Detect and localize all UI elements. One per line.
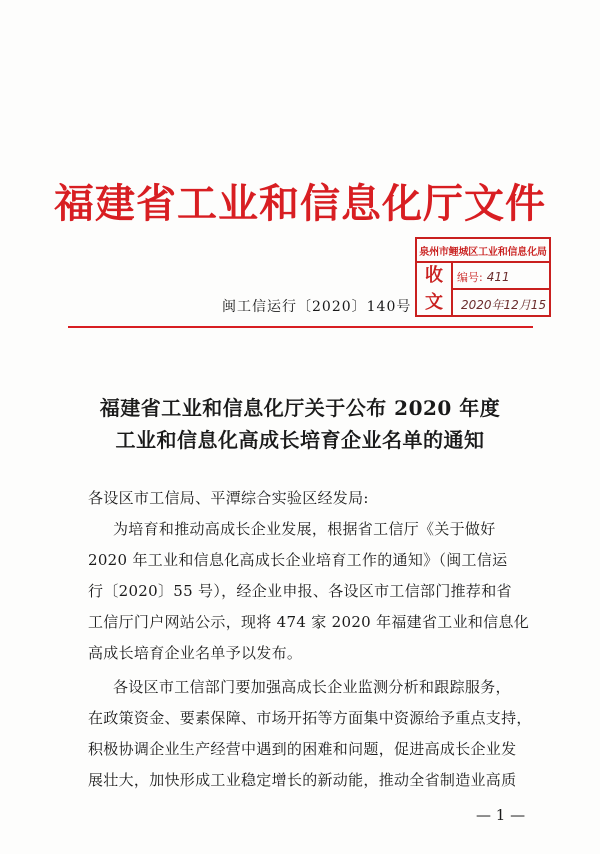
stamp-organization: 泉州市鲤城区工业和信息化局 <box>417 239 549 263</box>
body-line: 各设区市工信部门要加强高成长企业监测分析和跟踪服务， <box>113 678 511 696</box>
body-line: 积极协调企业生产经营中遇到的困难和问题，促进高成长企业发 <box>88 740 517 758</box>
red-divider-line <box>68 326 533 328</box>
body-line: 2020 年工业和信息化高成长企业培育工作的通知》（闽工信运 <box>88 551 508 569</box>
document-number: 闽工信运行〔2020〕140号 <box>222 299 412 315</box>
stamp-label-receive: 收 <box>425 265 443 286</box>
stamp-date-row <box>457 296 546 313</box>
body-line: 展壮大，加快形成工业稳定增长的新动能，推动全省制造业高质 <box>88 771 517 789</box>
stamp-divider <box>451 288 549 290</box>
salutation: 各设区市工信局、平潭综合实验区经发局: <box>88 489 369 507</box>
notice-title-line-2: 工业和信息化高成长培育企业名单的通知 <box>115 428 485 452</box>
stamp-number-value: 411 <box>486 270 510 284</box>
notice-title-line-1: 福建省工业和信息化厅关于公布 2020 年度 <box>99 396 501 420</box>
body-line: 行〔2020〕55 号），经企业申报、各设区市工信部门推荐和省 <box>88 582 512 600</box>
receipt-stamp <box>415 237 551 317</box>
body-line: 为培育和推动高成长企业发展，根据省工信厅《关于做好 <box>113 520 496 538</box>
page-number: — 1 — <box>476 806 526 824</box>
body-line: 高成长培育企业名单予以发布。 <box>88 644 303 662</box>
stamp-date-value: 2020年12月15 <box>461 298 547 312</box>
stamp-number-label: 编号: <box>457 271 483 284</box>
stamp-label-document: 文 <box>425 292 443 313</box>
stamp-number-row <box>457 269 510 285</box>
body-line: 在政策资金、要素保障、市场开拓等方面集中资源给予重点支持， <box>88 709 532 727</box>
body-line: 工信厅门户网站公示，现将 474 家 2020 年福建省工业和信息化 <box>88 613 530 631</box>
masthead-title: 福建省工业和信息化厅文件 <box>54 179 546 227</box>
